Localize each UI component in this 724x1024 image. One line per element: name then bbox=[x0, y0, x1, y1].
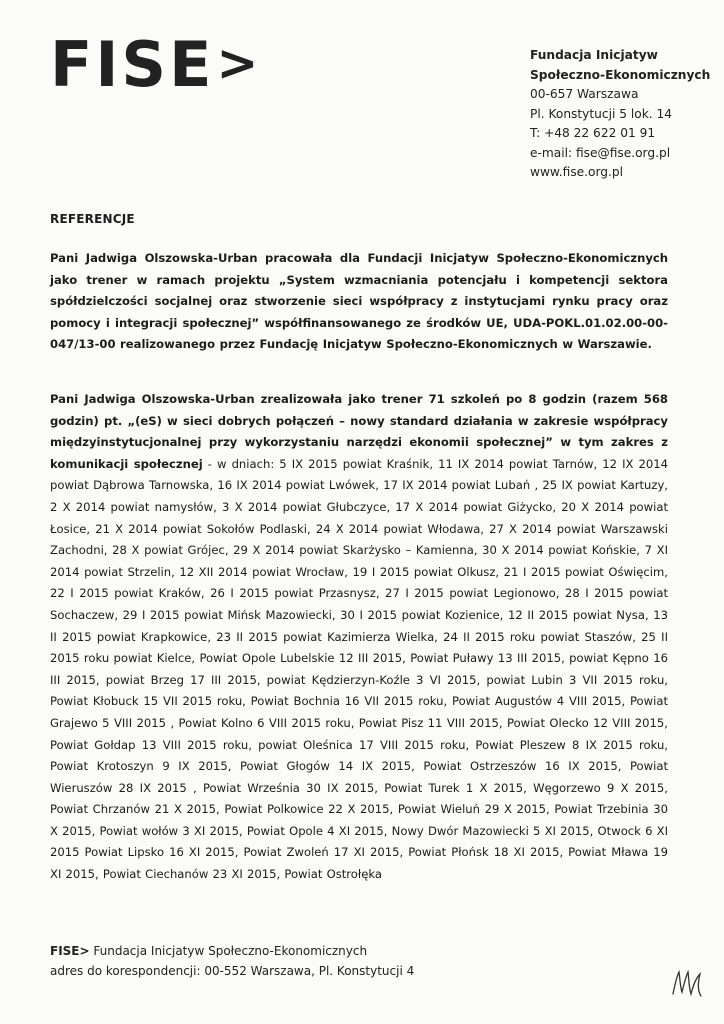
logo-text: FISE bbox=[50, 28, 215, 101]
logo-arrow: > bbox=[216, 34, 262, 92]
address-website: www.fise.org.pl bbox=[530, 165, 624, 179]
address-block bbox=[530, 46, 710, 183]
address-email: e-mail: fise@fise.org.pl bbox=[530, 145, 671, 160]
paragraph-1: Pani Jadwiga Olszowska-Urban pracowała dla Fundacji Inicjatyw Społeczno-Ekonomicznych jako trener w ramach projektu „System wzmacniania potencjału i kompetencji sektora spółdzielczości socjalnej oraz stworzenie sieci współpracy z instytucjami rynku pracy oraz pomocy i integracji społecznej” współfinansowanego ze środków UE, UDA-POKL.01.02.00-00-047/13-00 realizowanego przez Fundację Inicjatyw Społeczno-Ekonomicznych w Warszawie. bbox=[50, 251, 668, 352]
paragraph-2 bbox=[50, 389, 668, 886]
footer-brand: FISE> bbox=[50, 944, 90, 958]
address-org-line1: Fundacja Inicjatyw bbox=[530, 48, 658, 62]
address-org-line2: Społeczno-Ekonomicznych bbox=[530, 67, 711, 82]
initials-signature-icon bbox=[670, 966, 704, 1000]
paragraph-2-bold: Pani Jadwiga Olszowska-Urban zrealizowała jako trener 71 szkoleń po 8 godzin (razem 568 godzin) pt. „(eS) w sieci dobrych połączeń – nowy standard działania w zakresie współpracy międzyinstytucjonalnej przy wykorzystaniu narzędzi ekonomii społecznej” w tym zakres z komunikacji społecznej bbox=[50, 392, 668, 471]
address-phone: T: +48 22 622 01 91 bbox=[530, 126, 656, 140]
document-heading: REFERENCJE bbox=[50, 212, 135, 226]
footer-address: adres do korespondencji: 00-552 Warszawa, Pl. Konstytucji 4 bbox=[50, 964, 415, 978]
footer-org: Fundacja Inicjatyw Społeczno-Ekonomicznych bbox=[89, 944, 368, 958]
fise-logo bbox=[50, 28, 262, 101]
footer-line1 bbox=[50, 941, 414, 961]
footer bbox=[50, 941, 414, 981]
address-street: Pl. Konstytucji 5 lok. 14 bbox=[530, 106, 673, 121]
paragraph-2-rest: - w dniach: 5 IX 2015 powiat Kraśnik, 11 IX 2014 powiat Tarnów, 12 IX 2014 powiat Dąbrowa Tarnowska, 16 IX 2014 powiat Lwówek, 17 IX 2014 powiat Lubań , 25 IX powiat Kartuzy, 2 X 2014 powiat namysłów, 3 X 2014 powiat Głubczyce, 17 X 2014 powiat Giżycko, 20 X 2014 powiat Łosice, 21 X 2014 powiat Sokołów Podlaski, 24 X 2014 powiat Włodawa, 27 X 2014 powiat Warszawski Zachodni, 28 X powiat Grójec, 29 X 2014 powiat Skarżysko – Kamienna, 30 X 2014 powiat Końskie, 7 XI 2014 powiat Strzelin, 12 XII 2014 powiat Wrocław, 19 I 2015 powiat Olkusz, 21 I 2015 powiat Oświęcim, 22 I 2015 powiat Kraków, 26 I 2015 powiat Przasnysz, 27 I 2015 powiat Legionowo, 28 I 2015 powiat Sochaczew, 29 I 2015 powiat Mińsk Mazowiecki, 30 I 2015 powiat Kozienice, 12 II 2015 powiat Nysa, 13 II 2015 powiat Krapkowice, 23 II 2015 powiat Kazimierza Wielka, 24 II 2015 roku powiat Staszów, 25 II 2015 roku powiat Kielce, Powiat Opole Lubelskie 12 III 2015, Powiat Puławy 13 III 2015, powiat Kępno 16 III 2015, powiat Brzeg 17 III 2015, powiat Kędzierzyn-Koźle 3 VI 2015, powiat Lubin 3 VII 2015 roku, Powiat Kłobuck 15 VII 2015 roku, Powiat Bochnia 16 VII 2015 roku, Powiat Augustów 4 VIII 2015, Powiat Grajewo 5 VIII 2015 , Powiat Kolno 6 VIII 2015 roku, Powiat Pisz 11 VIII 2015, Powiat Olecko 12 VIII 2015, Powiat Gołdap 13 VIII 2015 roku, powiat Oleśnica 17 VIII 2015 roku, Powiat Pleszew 8 IX 2015 roku, Powiat Krotoszyn 9 IX 2015, Powiat Głogów 14 IX 2015, Powiat Ostrzeszów 16 IX 2015, Powiat Wieruszów 28 IX 2015 , Powiat Września 30 IX 2015, Powiat Turek 1 X 2015, Węgorzewo 9 X 2015, Powiat Chrzanów 21 X 2015, Powiat Polkowice 22 X 2015, Powiat Wieluń 29 X 2015, Powiat Trzebinia 30 X 2015, Powiat wołów 3 XI 2015, Powiat Opole 4 XI 2015, Nowy Dwór Mazowiecki 5 XI 2015, Otwock 6 XI 2015 Powiat Lipsko 16 XI 2015, Powiat Zwoleń 17 XI 2015, Powiat Płońsk 18 XI 2015, Powiat Mława 19 XI 2015, Powiat Ciechanów 23 XI 2015, Powiat Ostrołęka bbox=[50, 456, 668, 882]
address-postal: 00-657 Warszawa bbox=[530, 87, 639, 101]
